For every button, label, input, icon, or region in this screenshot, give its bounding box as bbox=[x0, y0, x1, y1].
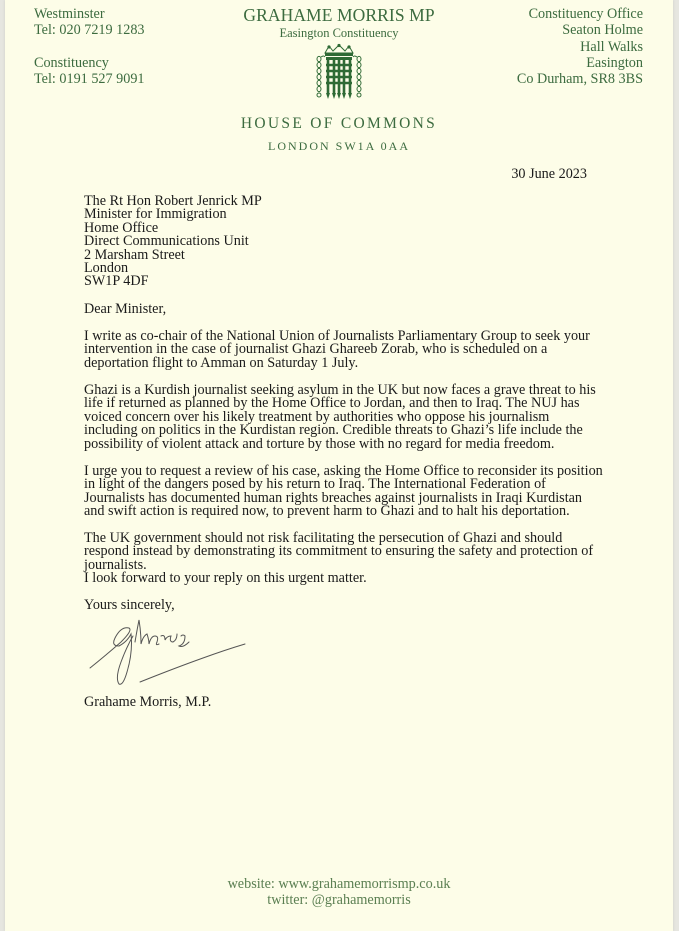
signature-image bbox=[85, 612, 255, 692]
body-paragraph: Ghazi is a Kurdish journalist seeking asylum in the UK but now faces a grave threat to his life if returned as planned by the Home Office to Jordan, and then to Iraq. The NUJ has voiced concern over his likely treatment by authorities who oppose his journalism including on politics in the Kurdistan region. Credible threats to Ghazi’s life include the possibility of violent attack and torture by those with no regard for media freedom. bbox=[84, 382, 596, 452]
constituency-tel: Tel: 0191 527 9091 bbox=[34, 70, 145, 87]
recipient-line: The Rt Hon Robert Jenrick MP bbox=[84, 193, 262, 209]
signatory-name: Grahame Morris, M.P. bbox=[84, 694, 212, 710]
recipient-address bbox=[84, 195, 604, 289]
closing: Yours sincerely, bbox=[84, 597, 175, 613]
office-address-line: Hall Walks bbox=[580, 38, 643, 55]
office-address-line: Co Durham, SR8 3BS bbox=[516, 71, 643, 88]
office-address-line: Seaton Holme bbox=[562, 22, 643, 39]
recipient-line: Minister for Immigration bbox=[84, 206, 227, 223]
house-postcode: LONDON SW1A 0AA bbox=[268, 139, 410, 153]
recipient-line: Home Office bbox=[84, 219, 159, 236]
body-paragraph: I write as co-chair of the National Union of Journalists Parliamentary Group to seek your intervention in the case of journalist Ghazi Ghareeb Zorab, who is scheduled on a deportation flight to Amman on Saturday 1 July. bbox=[84, 328, 590, 371]
office-address-line: Easington bbox=[586, 54, 643, 71]
letter-page bbox=[5, 0, 673, 931]
recipient-line: Direct Communications Unit bbox=[84, 233, 249, 250]
recipient-line: London bbox=[84, 260, 129, 277]
header-right-address bbox=[517, 6, 643, 87]
westminster-tel: Tel: 020 7219 1283 bbox=[34, 22, 145, 39]
recipient-line: SW1P 4DF bbox=[84, 273, 149, 290]
letter-footer bbox=[5, 876, 673, 908]
salutation: Dear Minister, bbox=[84, 301, 167, 317]
constituency-label: Constituency bbox=[34, 54, 109, 71]
mp-name: GRAHAME MORRIS MP bbox=[243, 5, 435, 25]
house-of-commons-heading: HOUSE OF COMMONS bbox=[240, 115, 438, 132]
body-paragraph: I look forward to your reply on this urgent matter. bbox=[84, 570, 367, 586]
recipient-line: 2 Marsham Street bbox=[84, 246, 185, 263]
twitter-handle[interactable]: twitter: @grahamemorris bbox=[267, 892, 411, 908]
constituency-name: Easington Constituency bbox=[279, 26, 399, 40]
westminster-label: Westminster bbox=[34, 6, 105, 22]
office-address-line: Constituency Office bbox=[528, 6, 643, 22]
body-paragraph: I urge you to request a review of his case, asking the Home Office to reconsider its position in light of the dangers posed by his return to Iraq. The International Federation of Journalists has documented human rights breaches against journalists in Iraqi Kurdistan and swift action is required now, to prevent harm to Ghazi and to halt his deportation. bbox=[84, 463, 603, 520]
website-link[interactable]: website: www.grahamemorrismp.co.uk bbox=[227, 876, 451, 892]
portcullis-icon bbox=[313, 43, 365, 101]
body-paragraph: The UK government should not risk facilitating the persecution of Ghazi and should respond instead by demonstrating its commitment to ensuring the safety and protection of journalists. bbox=[84, 530, 594, 573]
letter-date: 30 June 2023 bbox=[511, 166, 587, 182]
